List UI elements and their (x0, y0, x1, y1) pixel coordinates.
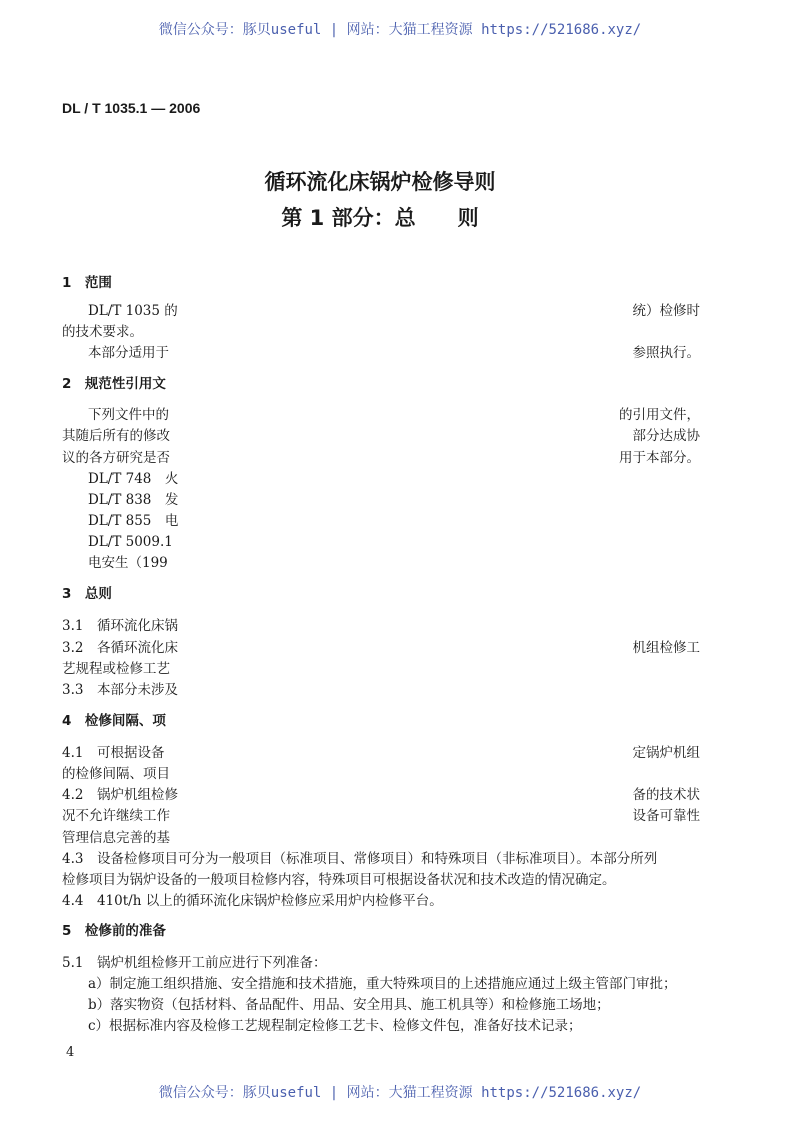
section-heading: 4 检修间隔、项 (62, 713, 166, 729)
text-line: 其随后所有的修改 (62, 428, 170, 444)
text-line: c）根据标准内容及检修工艺规程制定检修工艺卡、检修文件包，准备好技术记录； (88, 1018, 582, 1034)
document-title: 循环流化床锅炉检修导则 (264, 170, 496, 194)
text-line: 检修项目为锅炉设备的一般项目检修内容，特殊项目可根据设备状况和技术改造的情况确定。 (62, 872, 616, 888)
text-line: DL/T 1035 的 (88, 303, 178, 319)
text-line: b）落实物资（包括材料、备品配件、用品、安全用具、施工机具等）和检修施工场地； (88, 997, 610, 1013)
text-line: DL/T 5009.1 (88, 534, 173, 550)
text-line: 4.2 锅炉机组检修 (62, 787, 178, 803)
text-line: 的检修间隔、项目 (62, 766, 170, 782)
text-line: 4.3 设备检修项目可分为一般项目（标准项目、常修项目）和特殊项目（非标准项目）。本部分所列 (62, 851, 658, 867)
section-heading: 3 总则 (62, 586, 112, 602)
text-line: DL/T 838 发 (88, 492, 179, 508)
page-number: 4 (66, 1045, 75, 1060)
text-line-fragment: 机组检修工 (632, 640, 700, 656)
text-line-fragment: 参照执行。 (632, 345, 700, 361)
text-line: 议的各方研究是否 (62, 450, 170, 466)
text-line-fragment: 的引用文件， (619, 407, 700, 423)
text-line: 艺规程或检修工艺 (62, 661, 170, 677)
text-line: 3.3 本部分未涉及 (62, 682, 178, 698)
text-line-fragment: 定锅炉机组 (632, 745, 700, 761)
text-line: 3.1 循环流化床锅 (62, 618, 178, 634)
text-line-fragment: 统）检修时 (632, 303, 700, 319)
text-line: DL/T 748 火 (88, 471, 179, 487)
watermark-top: 微信公众号：豚贝useful | 网站：大猫工程资源 https://521686.xyz/ (158, 22, 642, 38)
section-heading: 1 范围 (62, 275, 112, 291)
watermark-bottom: 微信公众号：豚贝useful | 网站：大猫工程资源 https://521686.xyz/ (158, 1085, 642, 1101)
standard-number: DL / T 1035.1 — 2006 (62, 100, 201, 116)
text-line-fragment: 备的技术状 (632, 787, 700, 803)
text-line: 5.1 锅炉机组检修开工前应进行下列准备： (62, 955, 327, 971)
text-line: a）制定施工组织措施、安全措施和技术措施，重大特殊项目的上述措施应通过上级主管部门审批； (88, 976, 677, 992)
text-line-fragment: 用于本部分。 (619, 450, 700, 466)
section-heading: 2 规范性引用文 (62, 376, 166, 392)
text-line: 4.1 可根据设备 (62, 745, 165, 761)
text-line-fragment: 部分达成协 (632, 428, 700, 444)
document-subtitle: 第 1 部分：总 则 (281, 206, 479, 230)
section-heading: 5 检修前的准备 (62, 923, 166, 939)
text-line: DL/T 855 电 (88, 513, 179, 529)
text-line-fragment: 设备可靠性 (632, 808, 700, 824)
text-line: 的技术要求。 (62, 324, 143, 340)
text-line: 况不允许继续工作 (62, 808, 170, 824)
text-line: 电安生（199 (88, 555, 168, 571)
text-line: 本部分适用于 (88, 345, 169, 361)
text-line: 4.4 410t/h 以上的循环流化床锅炉检修应采用炉内检修平台。 (62, 893, 443, 909)
text-line: 下列文件中的 (88, 407, 169, 423)
text-line: 管理信息完善的基 (62, 830, 170, 846)
text-line: 3.2 各循环流化床 (62, 640, 178, 656)
